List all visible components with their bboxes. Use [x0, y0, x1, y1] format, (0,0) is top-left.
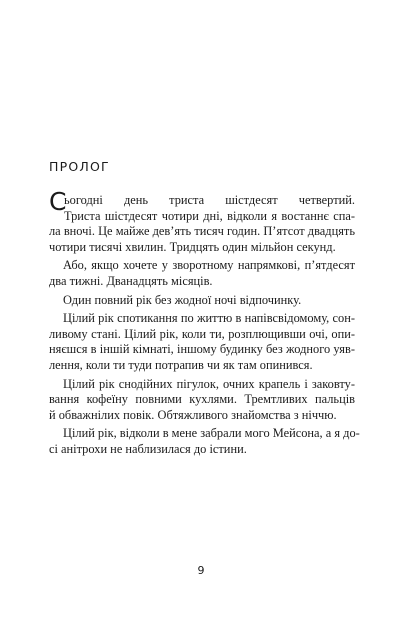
- text-line: Або, якщо хочете у зворотному напрямкові, п’ятдесят: [63, 258, 355, 273]
- chapter-title: ПРОЛОГ: [49, 159, 110, 174]
- text-line: сі анітрохи не наблизилася до істини.: [49, 441, 247, 456]
- text-line: няєшся в іншій кімнаті, іншому будинку без жодного уяв-: [49, 342, 355, 357]
- body-text: [49, 187, 360, 458]
- text-line: два тижні. Дванадцять місяців.: [49, 273, 213, 288]
- paragraph-4: [49, 311, 355, 373]
- text-line: чотири тисячі хвилин. Тридцять один мільйон секунд.: [49, 239, 336, 254]
- text-line: С ьогодні день триста шістдесят четвертий.: [49, 187, 355, 216]
- text-line: лення, коли ти туди потрапив чи як там опинився.: [49, 357, 313, 372]
- paragraph-6: [49, 426, 360, 457]
- text-line: Триста шістдесят чотири дні, відколи я востаннє спа-: [64, 208, 355, 223]
- page-number: 9: [197, 564, 205, 577]
- paragraph-3: [49, 293, 355, 309]
- paragraph-5: [49, 377, 355, 424]
- drop-cap: С: [49, 187, 67, 216]
- text-line: ла вночі. Це майже дев’ять тисяч годин. П’ятсот двадцять: [49, 224, 355, 239]
- text-line: й обважнілих повік. Обтяжливого знайомства з ніччю.: [49, 407, 337, 422]
- text-line: вання кофеїну повними кухлями. Тремтливих пальців: [49, 392, 355, 407]
- text-line: Цілий рік, відколи в мене забрали мого Мейсона, а я до-: [63, 426, 360, 441]
- paragraph-2: [49, 258, 355, 289]
- text-line: Один повний рік без жодної ночі відпочинку.: [63, 292, 302, 307]
- paragraph-1: [49, 187, 355, 255]
- text-line: Цілий рік спотикання по життю в напівсвідомому, сон-: [63, 311, 355, 326]
- text-line: ливому стані. Цілий рік, коли ти, розплющивши очі, опи-: [49, 326, 355, 341]
- text-line: Цілий рік снодійних пігулок, очних крапель і заковту-: [63, 376, 355, 391]
